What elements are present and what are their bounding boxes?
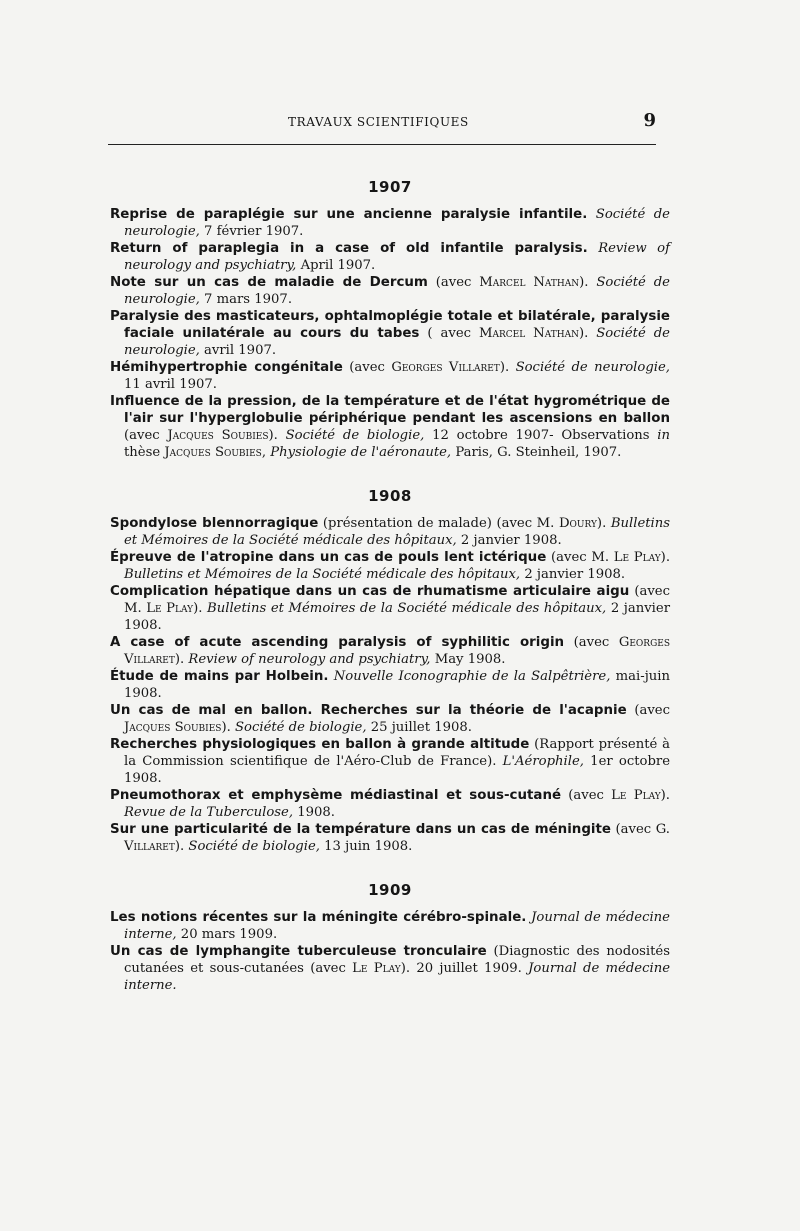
entry-reference: L'Aérophile, — [502, 754, 584, 769]
entry-coauthor: Marcel Nathan — [479, 275, 580, 290]
header-rule — [108, 144, 656, 145]
entry-coauthor: Le Play — [146, 601, 194, 616]
entry-title: Return of paraplegia in a case of old infantile paralysis. — [110, 241, 588, 256]
entry-text: 1er octobre 1908. — [124, 754, 670, 786]
entry-reference: Journal de médecine interne. — [124, 961, 670, 993]
entry-title: Spondylose blennorragique — [110, 516, 319, 531]
entry-text: ). — [174, 839, 189, 854]
year-section — [110, 881, 670, 994]
bibliography-entry — [110, 240, 670, 274]
entry-text: (Diagnostic des nodosités cutanées et sous-cutanées (avec — [124, 944, 670, 976]
entry-reference: Société de neurologie, — [124, 207, 670, 239]
entry-text: ). — [596, 516, 611, 531]
entry-title: Un cas de mal en ballon. Recherches sur la théorie de l'acapnie — [110, 703, 627, 718]
entry-text: avril 1907. — [199, 343, 277, 358]
entry-reference: Société de biologie, — [235, 720, 367, 735]
entry-title: Note sur un cas de maladie de Dercum — [110, 275, 428, 290]
entry-text: thèse — [124, 445, 165, 460]
bibliography-entry — [110, 668, 670, 702]
entry-coauthor: Jacques Soubies — [124, 720, 222, 735]
entry-text: ). — [193, 601, 208, 616]
entry-reference: Bulletins et Mémoires de la Société médicale des hôpitaux, — [124, 516, 671, 548]
bibliography-entry — [110, 787, 670, 821]
entry-text — [588, 241, 598, 256]
entry-reference: in — [657, 428, 671, 443]
entry-coauthor: Le Play — [611, 788, 661, 803]
entry-title: Influence de la pression, de la température et de l'état hygrométrique de l'air sur l'hyperglobulie périphérique pendant les ascensions en ballon — [110, 394, 670, 426]
entry-reference: Journal de médecine interne, — [124, 910, 670, 942]
entry-text: 11 avril 1907. — [124, 377, 217, 392]
entry-text: (avec M. — [546, 550, 614, 565]
entry-text: ( avec — [419, 326, 479, 341]
bibliography-entry — [110, 821, 670, 855]
entry-text: (présentation de malade) (avec M. — [318, 516, 559, 531]
entry-text: ). — [221, 720, 235, 735]
entry-text: (avec G. — [610, 822, 670, 837]
bibliography-entry — [110, 274, 670, 308]
entry-coauthor: Villaret — [124, 839, 175, 854]
entry-title: Paralysie des masticateurs, ophtalmoplégie totale et bilatérale, paralysie faciale unilatérale au cours du tabes — [110, 309, 670, 341]
entry-reference: Nouvelle Iconographie de la Salpêtrière, — [333, 669, 611, 684]
entry-reference: Société de neurologie, — [124, 326, 670, 358]
entry-text — [587, 207, 595, 222]
entry-text: 20 mars 1909. — [176, 927, 278, 942]
bibliography-entry — [110, 393, 670, 461]
bibliography — [110, 178, 670, 1020]
entry-title: Un cas de lymphangite tuberculeuse tronculaire — [110, 944, 487, 959]
bibliography-entry — [110, 549, 670, 583]
year-section — [110, 178, 670, 461]
entry-text: 12 octobre 1907- Observations — [424, 428, 658, 443]
entry-text: ). — [174, 652, 189, 667]
page-number: 9 — [643, 110, 656, 131]
bibliography-entry — [110, 702, 670, 736]
entry-coauthor: Le Play — [613, 550, 661, 565]
entry-coauthor: Doury — [558, 516, 597, 531]
entry-text: Paris, G. Steinheil, 1907. — [451, 445, 622, 460]
entry-text: May 1908. — [430, 652, 506, 667]
page-header — [108, 112, 656, 136]
year-heading: 1908 — [368, 487, 412, 505]
entry-text: 1908. — [293, 805, 335, 820]
entry-text: 7 février 1907. — [199, 224, 304, 239]
entry-text: 2 janvier 1908. — [124, 601, 671, 633]
entry-title: Épreuve de l'atropine dans un cas de pouls lent ictérique — [110, 550, 547, 565]
bibliography-entry — [110, 909, 670, 943]
entry-text: ). 20 juillet 1909. — [400, 961, 529, 976]
entry-title: Reprise de paraplégie sur une ancienne paralysie infantile. — [110, 207, 588, 222]
entry-text: 7 mars 1907. — [199, 292, 293, 307]
entry-text: , — [261, 445, 271, 460]
bibliography-entry — [110, 943, 670, 994]
entry-text: (avec — [124, 428, 168, 443]
entry-text: ). — [499, 360, 516, 375]
year-heading: 1907 — [368, 178, 412, 196]
bibliography-entry — [110, 583, 670, 634]
entry-title: A case of acute ascending paralysis of syphilitic origin — [110, 635, 565, 650]
entry-text: ). — [660, 550, 671, 565]
entry-text: 13 juin 1908. — [319, 839, 413, 854]
entry-reference: Société de neurologie, — [124, 275, 670, 307]
entry-coauthor: Jacques Soubies — [164, 445, 262, 460]
entry-coauthor: Georges Villaret — [391, 360, 500, 375]
entry-text: (avec — [626, 703, 670, 718]
entry-reference: Société de neurologie, — [515, 360, 670, 375]
entry-text: ). — [578, 326, 597, 341]
entry-text: mai-juin 1908. — [124, 669, 670, 701]
entry-reference: Review of neurology and psychiatry, — [188, 652, 431, 667]
bibliography-entry — [110, 359, 670, 393]
entry-text: 2 janvier 1908. — [456, 533, 562, 548]
entry-text: ). — [579, 275, 597, 290]
entry-coauthor: Jacques Soubies — [167, 428, 269, 443]
entry-reference: Société de biologie, — [188, 839, 320, 854]
entry-text: (avec — [427, 275, 480, 290]
entry-text: ). — [268, 428, 286, 443]
entry-text: (avec M. — [124, 584, 671, 616]
running-title: TRAVAUX SCIENTIFIQUES — [288, 115, 469, 129]
bibliography-entry — [110, 206, 670, 240]
entry-title: Complication hépatique dans un cas de rhumatisme articulaire aigu — [110, 584, 630, 599]
entry-text: (avec — [564, 635, 619, 650]
entry-text: ). — [660, 788, 670, 803]
entry-title: Hémihypertrophie congénitale — [110, 360, 343, 375]
entry-reference: Bulletins et Mémoires de la Société médicale des hôpitaux, — [207, 601, 607, 616]
entry-title: Pneumothorax et emphysème médiastinal et sous-cutané — [110, 788, 562, 803]
year-section — [110, 487, 670, 855]
year-heading: 1909 — [368, 881, 412, 899]
entry-text: April 1907. — [296, 258, 376, 273]
entry-reference: Société de biologie, — [285, 428, 425, 443]
entry-title: Étude de mains par Holbein. — [110, 669, 329, 684]
entry-reference: Bulletins et Mémoires de la Société médicale des hôpitaux, — [124, 567, 521, 582]
entry-reference: Revue de la Tuberculose, — [124, 805, 294, 820]
entry-coauthor: Marcel Nathan — [478, 326, 579, 341]
bibliography-entry — [110, 634, 670, 668]
entry-reference: Review of neurology and psychiatry, — [124, 241, 670, 273]
entry-text: 25 juillet 1908. — [366, 720, 472, 735]
entry-text: (avec — [561, 788, 612, 803]
entry-text: 2 janvier 1908. — [520, 567, 626, 582]
bibliography-entry — [110, 736, 670, 787]
entry-text: (avec — [342, 360, 392, 375]
bibliography-entry — [110, 515, 670, 549]
entry-coauthor: Georges Villaret — [124, 635, 670, 667]
entry-title: Les notions récentes sur la méningite cérébro-spinale. — [110, 910, 527, 925]
entry-coauthor: Le Play — [352, 961, 401, 976]
entry-title: Recherches physiologiques en ballon à grande altitude — [110, 737, 530, 752]
entry-title: Sur une particularité de la température dans un cas de méningite — [110, 822, 611, 837]
entry-reference: Physiologie de l'aéronaute, — [270, 445, 452, 460]
entry-text: (Rapport présenté à la Commission scientifique de l'Aéro-Club de France). — [124, 737, 670, 769]
bibliography-entry — [110, 308, 670, 359]
